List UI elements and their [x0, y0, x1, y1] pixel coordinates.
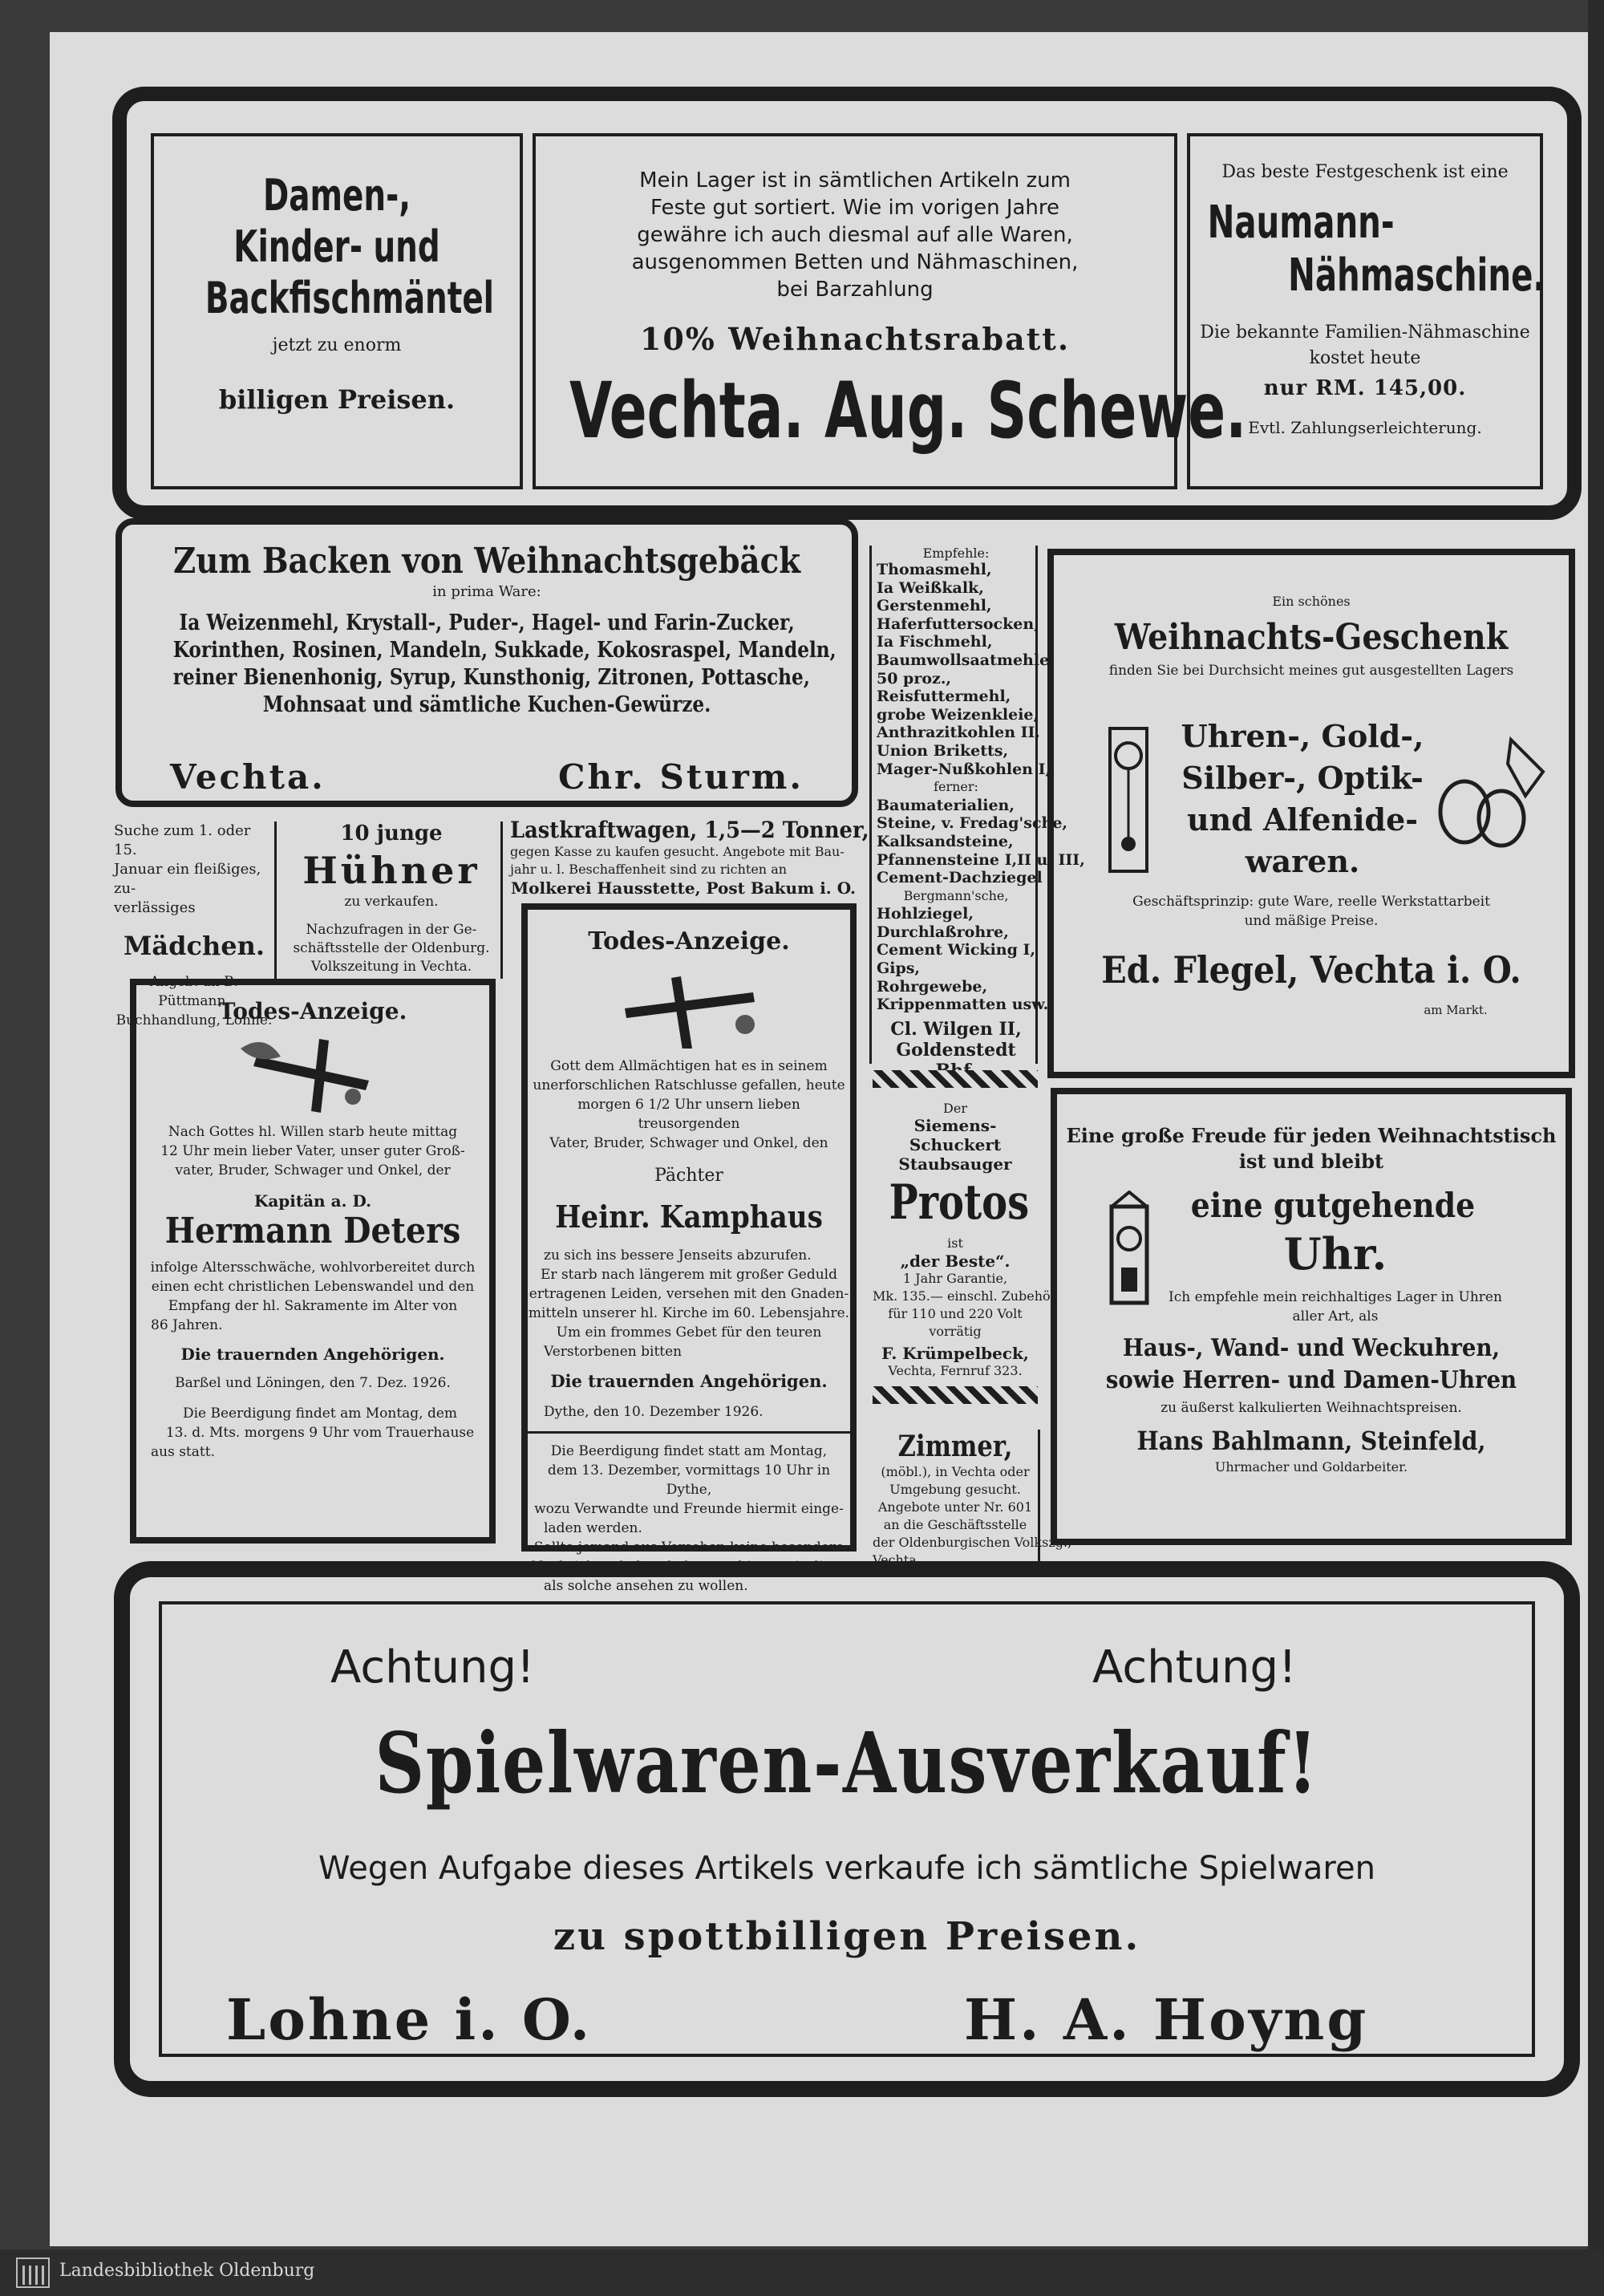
kamphaus-text3-7: als solche ansehen zu wollen. — [544, 1578, 748, 1594]
empfehle-item: Cement-Dachziegel — [877, 869, 1043, 887]
bahlmann-sub: Uhrmacher und Goldarbeiter. — [1214, 1459, 1408, 1475]
kamphaus-text3-4: laden werden. — [544, 1520, 642, 1536]
ad1-right-price: nur RM. 145,00. — [1263, 376, 1467, 400]
bahlmann-name: Hans Bahlmann, Steinfeld, — [1136, 1426, 1486, 1456]
empfehle-name: Cl. Wilgen II, — [890, 1018, 1022, 1040]
ad-flegel — [1047, 549, 1575, 1078]
ad1-right-text2: kostet heute — [1309, 348, 1421, 368]
huehner-bottom3: Volkszeitung in Vechta. — [310, 959, 472, 975]
sturm-city: Vechta. — [170, 757, 326, 797]
lastkraft-bottom: Molkerei Hausstette, Post Bakum i. O. — [511, 878, 856, 898]
hoyng-achtung1: Achtung! — [330, 1641, 535, 1694]
kamphaus-text2-3: ertragenen Leiden, versehen mit den Gnaden- — [529, 1286, 849, 1302]
kamphaus-text2-1: zu sich ins bessere Jenseits abzurufen. — [544, 1247, 812, 1264]
zimmer-text2: Umgebung gesucht. — [889, 1482, 1021, 1497]
huehner-bottom2: schäftsstelle der Oldenburg. — [293, 940, 490, 956]
protos-top2: Siemens-Schuckert — [909, 1116, 1002, 1154]
sturm-sub: in prima Ware: — [432, 583, 541, 600]
protos-text4: Mk. 135.— einschl. Zubehör — [873, 1288, 1057, 1304]
empfehle-item: Baumwollsaatmehle — [877, 651, 1050, 669]
hoyng-city: Lohne i. O. — [226, 1986, 593, 2053]
kamphaus-text4: Vater, Bruder, Schwager und Onkel, den — [549, 1135, 828, 1151]
lastkraft-text2: jahr u. l. Beschaffenheit sind zu richten an — [510, 862, 788, 877]
zimmer-text5: der Oldenburgischen Volkszg., — [873, 1535, 1072, 1550]
huehner-top: 10 junge — [340, 821, 443, 846]
maedchen-text3: verlässiges — [114, 899, 196, 916]
hoyng-name: H. A. Hoyng — [964, 1986, 1369, 2053]
deters-text2-4: 86 Jahren. — [151, 1317, 223, 1333]
ad1-left-line1: Damen-, — [263, 170, 411, 221]
empfehle-item: Ia Weißkalk, — [877, 578, 984, 597]
empfehle-item: Steine, v. Fredag'sche, — [877, 814, 1068, 833]
protos-top3: Staubsauger — [898, 1154, 1012, 1174]
ad1-center-line5: bei Barzahlung — [776, 278, 934, 302]
empfehle-item: grobe Weizenkleie, — [877, 705, 1039, 724]
ad1-right-text1: Die bekannte Familien-Nähmaschine — [1200, 322, 1530, 343]
stripe-divider — [873, 1070, 1038, 1088]
empfehle-item: Hohlziegel, — [877, 905, 974, 923]
protos-text5: für 110 und 220 Volt — [888, 1306, 1023, 1321]
zimmer-text3: Angebote unter Nr. 601 — [877, 1499, 1033, 1515]
flegel-item4: waren. — [1245, 843, 1360, 879]
kamphaus-text3-6: Nachricht erhalten haben, so bitten wir diese — [531, 1559, 847, 1575]
empfehle-item: Thomasmehl, — [877, 561, 992, 578]
kamphaus-text3-3: wozu Verwandte und Freunde hiermit einge- — [534, 1501, 844, 1517]
sturm-text2: Korinthen, Rosinen, Mandeln, Sukkade, Kokosraspel, Mandeln, — [172, 638, 836, 663]
sturm-text4: Mohnsaat und sämtliche Kuchen-Gewürze. — [262, 692, 711, 717]
flegel-item1: Uhren-, Gold-, — [1181, 718, 1424, 754]
ad1-right-top: Das beste Festgeschenk ist eine — [1221, 162, 1509, 182]
empfehle-item: Haferfuttersocken, — [877, 615, 1039, 633]
ad1-left-bottom: billigen Preisen. — [218, 384, 456, 415]
empfehle-item: Gerstenmehl, — [877, 597, 992, 615]
kamphaus-text3: morgen 6 1/2 Uhr unsern lieben treusorgenden — [577, 1097, 800, 1132]
ad-empfehle — [869, 546, 1085, 1064]
empfehle-item: 50 proz., — [877, 669, 952, 688]
deters-name: Hermann Deters — [164, 1211, 461, 1251]
cross-icon — [233, 1032, 393, 1113]
library-logo-icon — [16, 2257, 50, 2288]
ad1-right-bottom: Evtl. Zahlungserleichterung. — [1248, 418, 1482, 437]
protos-top1: Der — [943, 1101, 967, 1116]
hoyng-title: Spielwaren-Ausverkauf! — [375, 1714, 1319, 1812]
huehner-title: Hühner — [302, 849, 480, 892]
deters-text3-3: aus statt. — [151, 1444, 215, 1460]
deters-text2-1: infolge Altersschwäche, wohlvorbereitet durch — [150, 1260, 476, 1276]
empfehle-item: ferner: — [934, 779, 978, 795]
ad1-right-title2: Nähmaschine. — [1288, 249, 1545, 302]
empfehle-item: Kalksandsteine, — [877, 832, 1014, 850]
empfehle-item: Union Briketts, — [877, 741, 1009, 760]
empfehle-item: Bergmann'sche, — [903, 887, 1009, 903]
protos-name: F. Krümpelbeck, — [881, 1344, 1029, 1363]
zimmer-text6: Vechta. — [873, 1552, 921, 1568]
empfehle-city: Goldenstedt — [896, 1039, 1016, 1061]
empfehle-head: Empfehle: — [922, 546, 990, 561]
hoyng-sub: zu spottbilligen Preisen. — [553, 1914, 1141, 1959]
ad-protos — [873, 1070, 1057, 1423]
huehner-bottom1: Nachzufragen in der Ge- — [306, 922, 477, 938]
ad-huehner — [282, 821, 503, 979]
ad-bahlmann — [1051, 1088, 1572, 1545]
protos-text1: ist — [947, 1235, 963, 1251]
deters-text1: Nach Gottes hl. Willen starb heute mittag — [168, 1124, 458, 1140]
ad-deters — [130, 979, 496, 1544]
deters-rank: Kapitän a. D. — [253, 1191, 372, 1211]
hoyng-text: Wegen Aufgabe dieses Artikels verkaufe ich sämtliche Spielwaren — [318, 1850, 1375, 1887]
kamphaus-text3-1: Die Beerdigung findet statt am Montag, — [550, 1443, 828, 1459]
bahlmann-item2: sowie Herren- und Damen-Uhren — [1105, 1366, 1517, 1394]
empfehle-item: Krippenmatten usw. — [877, 996, 1049, 1014]
empfehle-item: Baumaterialien, — [877, 796, 1015, 814]
empfehle-item: Durchlaßrohre, — [877, 923, 1009, 941]
deters-text2: 12 Uhr mein lieber Vater, unser guter Groß- — [160, 1143, 465, 1159]
ad1-city: Vechta. — [569, 366, 804, 456]
ad1-center-line3: gewähre ich auch diesmal auf alle Waren, — [637, 223, 1073, 247]
bahlmann-top1: Eine große Freude für jeden Weihnachtstisch — [1066, 1124, 1557, 1147]
kamphaus-mourners: Die trauernden Angehörigen. — [550, 1371, 828, 1391]
kamphaus-text1: Gott dem Allmächtigen hat es in seinem — [550, 1058, 828, 1074]
empfehle-item: Mager-Nußkohlen I, — [877, 760, 1051, 778]
flegel-principle1: Geschäftsprinzip: gute Ware, reelle Werkstattarbeit — [1132, 894, 1490, 910]
ad-hoyng — [114, 1561, 1580, 2097]
newspaper-page — [50, 32, 1590, 2246]
ad-kamphaus — [521, 903, 857, 1594]
zimmer-text4: an die Geschäftsstelle — [883, 1517, 1027, 1532]
kamphaus-text2-2: Er starb nach längerem mit großer Geduld — [541, 1267, 837, 1283]
ad-sturm — [115, 518, 858, 807]
empfehle-item: Cement Wicking I, — [877, 941, 1035, 959]
kamphaus-text2-6: Verstorbenen bitten — [544, 1344, 683, 1360]
ad1-center-line1: Mein Lager ist in sämtlichen Artikeln zum — [639, 168, 1071, 193]
empfehle-list — [877, 561, 1085, 1014]
flegel-name: Ed. Flegel, Vechta i. O. — [1101, 948, 1521, 992]
protos-city: Vechta, Fernruf 323. — [888, 1363, 1023, 1378]
protos-text6: vorrätig — [929, 1324, 982, 1339]
ad1-center-line4: ausgenommen Betten und Nähmaschinen, — [631, 250, 1079, 274]
flegel-principle2: und mäßige Preise. — [1244, 913, 1379, 929]
flegel-item3: und Alfenide- — [1186, 801, 1419, 838]
wall-clock-icon — [1100, 724, 1156, 876]
huehner-sub: zu verkaufen. — [344, 894, 439, 910]
deters-text2-3: Empfang der hl. Sakramente im Alter von — [168, 1298, 458, 1314]
zimmer-title: Zimmer, — [897, 1430, 1013, 1463]
kamphaus-name: Heinr. Kamphaus — [555, 1199, 823, 1235]
sturm-title: Zum Backen von Weihnachtsgebäck — [172, 541, 801, 582]
cross-icon — [609, 968, 769, 1049]
maedchen-title: Mädchen. — [123, 931, 265, 961]
ad-maedchen — [114, 821, 277, 1028]
library-name: Landesbibliothek Oldenburg — [59, 2261, 315, 2281]
flegel-title: Weihnachts-Geschenk — [1114, 617, 1509, 658]
footer-bar — [0, 2249, 1604, 2296]
hoyng-achtung2: Achtung! — [1092, 1641, 1297, 1694]
ad-zimmer — [873, 1430, 1072, 1568]
ad1-left-line3: Backfischmäntel — [205, 273, 495, 323]
scan-edge — [1588, 0, 1604, 2249]
deters-place: Barßel und Löningen, den 7. Dez. 1926. — [175, 1375, 451, 1391]
empfehle-item: Ia Fischmehl, — [877, 633, 993, 651]
ad-schewe-center — [533, 133, 1247, 489]
protos-title: Protos — [889, 1174, 1030, 1231]
kamphaus-text2-4: mitteln unserer hl. Kirche im 60. Lebensjahre. — [528, 1305, 850, 1321]
maedchen-text1: Suche zum 1. oder 15. — [114, 822, 251, 858]
sturm-text3: reiner Bienenhonig, Syrup, Kunsthonig, Zitronen, Pottasche, — [172, 665, 810, 690]
flegel-top: Ein schönes — [1272, 594, 1351, 609]
sturm-text1: Ia Weizenmehl, Krystall-, Puder-, Hagel- und Farin-Zucker, — [179, 611, 795, 635]
bahlmann-top2: ist und bleibt — [1238, 1150, 1384, 1173]
deters-text2-2: einen echt christlichen Lebenswandel und den — [151, 1279, 475, 1295]
empfehle-item: Rohrgewebe, — [877, 977, 988, 996]
kamphaus-place: Dythe, den 10. Dezember 1926. — [544, 1404, 764, 1420]
kamphaus-text3-5: Sollte jemand aus Versehen keine besondere — [533, 1539, 845, 1556]
ad-schewe-left — [151, 133, 523, 489]
kamphaus-rank: Pächter — [654, 1166, 723, 1186]
ad1-center-line2: Feste gut sortiert. Wie im vorigen Jahre — [650, 196, 1060, 220]
protos-text2: „der Beste“. — [900, 1251, 1011, 1271]
maedchen-text2: Januar ein fleißiges, zu- — [114, 861, 261, 897]
empfehle-item: Gips, — [877, 959, 921, 978]
bahlmann-title: eine gutgehende — [1190, 1186, 1476, 1225]
maedchen-bottom2: Buchhandlung, Lohne. — [115, 1012, 273, 1028]
deters-title: Todes-Anzeige. — [218, 998, 407, 1024]
sturm-name: Chr. Sturm. — [558, 757, 804, 797]
bahlmann-title2: Uhr. — [1283, 1228, 1387, 1280]
lastkraft-text1: gegen Kasse zu kaufen gesucht. Angebote mit Bau- — [510, 844, 845, 859]
ad-lastkraft — [510, 817, 869, 898]
ad1-rabatt: 10% Weihnachtsrabatt. — [639, 321, 1071, 357]
ad1-right-title1: Naumann- — [1207, 197, 1395, 249]
zimmer-text1: (möbl.), in Vechta oder — [881, 1464, 1030, 1479]
flegel-sub2: am Markt. — [1424, 1003, 1488, 1017]
ad1-name: Aug. Schewe. — [824, 366, 1247, 456]
stripe-divider — [873, 1386, 1038, 1404]
flegel-sub: finden Sie bei Durchsicht meines gut ausgestellten Lagers — [1108, 663, 1514, 679]
kamphaus-title: Todes-Anzeige. — [588, 927, 790, 955]
lastkraft-title: Lastkraftwagen, 1,5—2 Tonner, — [510, 817, 869, 843]
jewelry-rings-icon — [1431, 724, 1551, 860]
kamphaus-text2-5: Um ein frommes Gebet für den teuren — [556, 1324, 822, 1341]
bahlmann-text2: zu äußerst kalkulierten Weihnachtspreisen. — [1160, 1400, 1462, 1416]
maedchen-bottom1: Angeb. an B. Püttmann, — [149, 974, 239, 1009]
deters-text3-2: 13. d. Mts. morgens 9 Uhr vom Trauerhause — [165, 1425, 475, 1441]
kamphaus-text2: unerforschlichen Ratschlusse gefallen, heute — [533, 1077, 845, 1093]
empfehle-item: Pfannensteine I,II u. III, — [877, 850, 1085, 869]
ad1-left-small: jetzt zu enorm — [272, 335, 402, 355]
flegel-item2: Silber-, Optik- — [1181, 760, 1424, 796]
deters-text3: vater, Bruder, Schwager und Onkel, der — [175, 1162, 451, 1178]
bahlmann-text2: aller Art, als — [1292, 1308, 1379, 1324]
empfehle-item: Anthrazitkohlen II, — [877, 724, 1041, 742]
bahlmann-text1: Ich empfehle mein reichhaltiges Lager in Uhren — [1169, 1289, 1502, 1305]
protos-text3: 1 Jahr Garantie, — [902, 1271, 1008, 1286]
deters-mourners: Die trauernden Angehörigen. — [180, 1345, 445, 1364]
ad-schewe-right — [1187, 133, 1543, 489]
deters-text3-1: Die Beerdigung findet am Montag, dem — [182, 1406, 458, 1422]
ad1-left-line2: Kinder- und — [233, 221, 440, 272]
empfehle-item: Reisfuttermehl, — [877, 688, 1011, 706]
bahlmann-item1: Haus-, Wand- und Weckuhren, — [1122, 1334, 1501, 1362]
kamphaus-text3-2: dem 13. Dezember, vormittags 10 Uhr in Dythe, — [547, 1462, 831, 1498]
